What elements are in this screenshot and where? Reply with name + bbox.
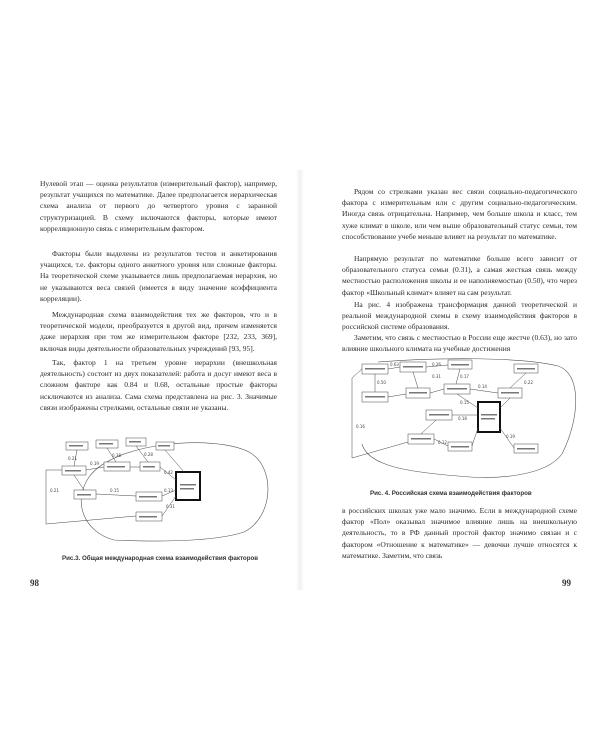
left-paragraph-3: Международная схема взаимодействия тех же факторов, что и в теоретической модели, преобразуется в другой вид, причем изменяется даже иерархия при том же измерительном факторе [232, 233, 369], включая виды деятельности образовательных учреждений [93, 95].: [40, 310, 277, 353]
svg-text:0.28: 0.28: [144, 452, 153, 457]
svg-text:0.16: 0.16: [356, 424, 365, 429]
right-paragraph-continuation: в российских школах уже мало значимо. Если в международной схеме фактор «Пол» оказывал значимое влияние лишь на внешкольную деятельность, то в РФ данный простой фактор значимо связан и с фактором «Отношение к математике» — девочки лучше относятся к математике. Заметим, что связь: [342, 506, 577, 560]
left-paragraph-4: Так, фактор 1 на третьем уровне иерархии (внешкольная деятельность) состоит из двух показателей: работа и досуг имеют веса в сложном факторе как 0.84 и 0.68, остальные простые факторы исключаются из анализа. Сама схема представлена на рис. 3. Значимые связи изображены стрелками, остальные связи не указаны.: [40, 358, 277, 412]
page-number-left: 98: [30, 578, 39, 588]
figure-3-caption: Рис.3. Общая международная схема взаимодействия факторов: [62, 555, 259, 562]
figure-4-caption: Рис. 4. Российская схема взаимодействия факторов: [370, 490, 532, 497]
right-paragraph-4: Заметим, что связь с местностью в России еще жестче (0.63), но зато влияние школьного климата на учебные достижения: [342, 333, 577, 354]
svg-text:0.21: 0.21: [68, 456, 77, 461]
svg-text:0.42: 0.42: [164, 470, 173, 475]
right-page: [300, 0, 600, 750]
figure-4-diagram: [348, 358, 582, 482]
svg-text:0.15: 0.15: [110, 488, 119, 493]
svg-text:0.19: 0.19: [506, 434, 515, 439]
right-paragraph-2: Напрямую результат по математике больше всего зависит от образовательного статуса семьи (0.31), а самая жесткая связь между местностью расположения школы и ее наполняемостью (0.50), что через фактор «Школьный климат» влияет на сам результат.: [342, 254, 577, 297]
page-number-right: 99: [562, 578, 571, 588]
svg-text:0.50: 0.50: [377, 380, 386, 385]
right-paragraph-1: Рядом со стрелками указан вес связи социально-педагогического фактора с измерительным или с другим социально-педагогическим. Иногда связь отрицательна. Например, чем больше школа и класс, тем хуже климат в школе, или чем выше образовательный статус семьи, тем способствование учебе меньше влияет на результат по математике.: [342, 187, 577, 241]
svg-text:0.38: 0.38: [112, 453, 121, 458]
svg-text:0.22: 0.22: [524, 380, 533, 385]
svg-text:0.31: 0.31: [166, 504, 175, 509]
figure-3-diagram: [44, 432, 276, 542]
right-paragraph-3: На рис. 4 изображена трансформация данной теоретической и реальной международной схемы в схему взаимодействия факторов в российской системе образования.: [342, 300, 577, 332]
fig4-measure-box: [478, 402, 500, 432]
svg-text:0.31: 0.31: [432, 374, 441, 379]
svg-text:0.17: 0.17: [460, 374, 469, 379]
svg-text:0.26: 0.26: [432, 362, 441, 367]
svg-text:0.13: 0.13: [164, 488, 173, 493]
svg-text:0.18: 0.18: [458, 416, 467, 421]
svg-text:0.14: 0.14: [478, 384, 487, 389]
svg-text:0.63: 0.63: [390, 362, 399, 367]
fig3-measure-box: [176, 472, 200, 500]
svg-text:0.19: 0.19: [90, 461, 99, 466]
svg-text:0.21: 0.21: [50, 488, 59, 493]
svg-text:0.12: 0.12: [438, 440, 447, 445]
left-paragraph-2: Факторы были выделены из результатов тестов и анкетирования учащихся, т.е. факторы одного анкетного уровня или сложные факторы. На теоретической схеме указывается лишь предполагаемая иерархия, но не указываются веса связей (имеется в виду значение коэффициента корреляции).: [40, 249, 277, 303]
left-paragraph-1: Нулевой этап — оценка результатов (измерительный фактор), например, результат учащихся по математике. Далее предполагается иерархическая схема анализа от первого до четвертого уровня с заранной структуризацией. В схему включаются факторы, которые имеют корреляционную связь с измерительным фактором.: [40, 179, 277, 233]
svg-text:0.15: 0.15: [460, 400, 469, 405]
